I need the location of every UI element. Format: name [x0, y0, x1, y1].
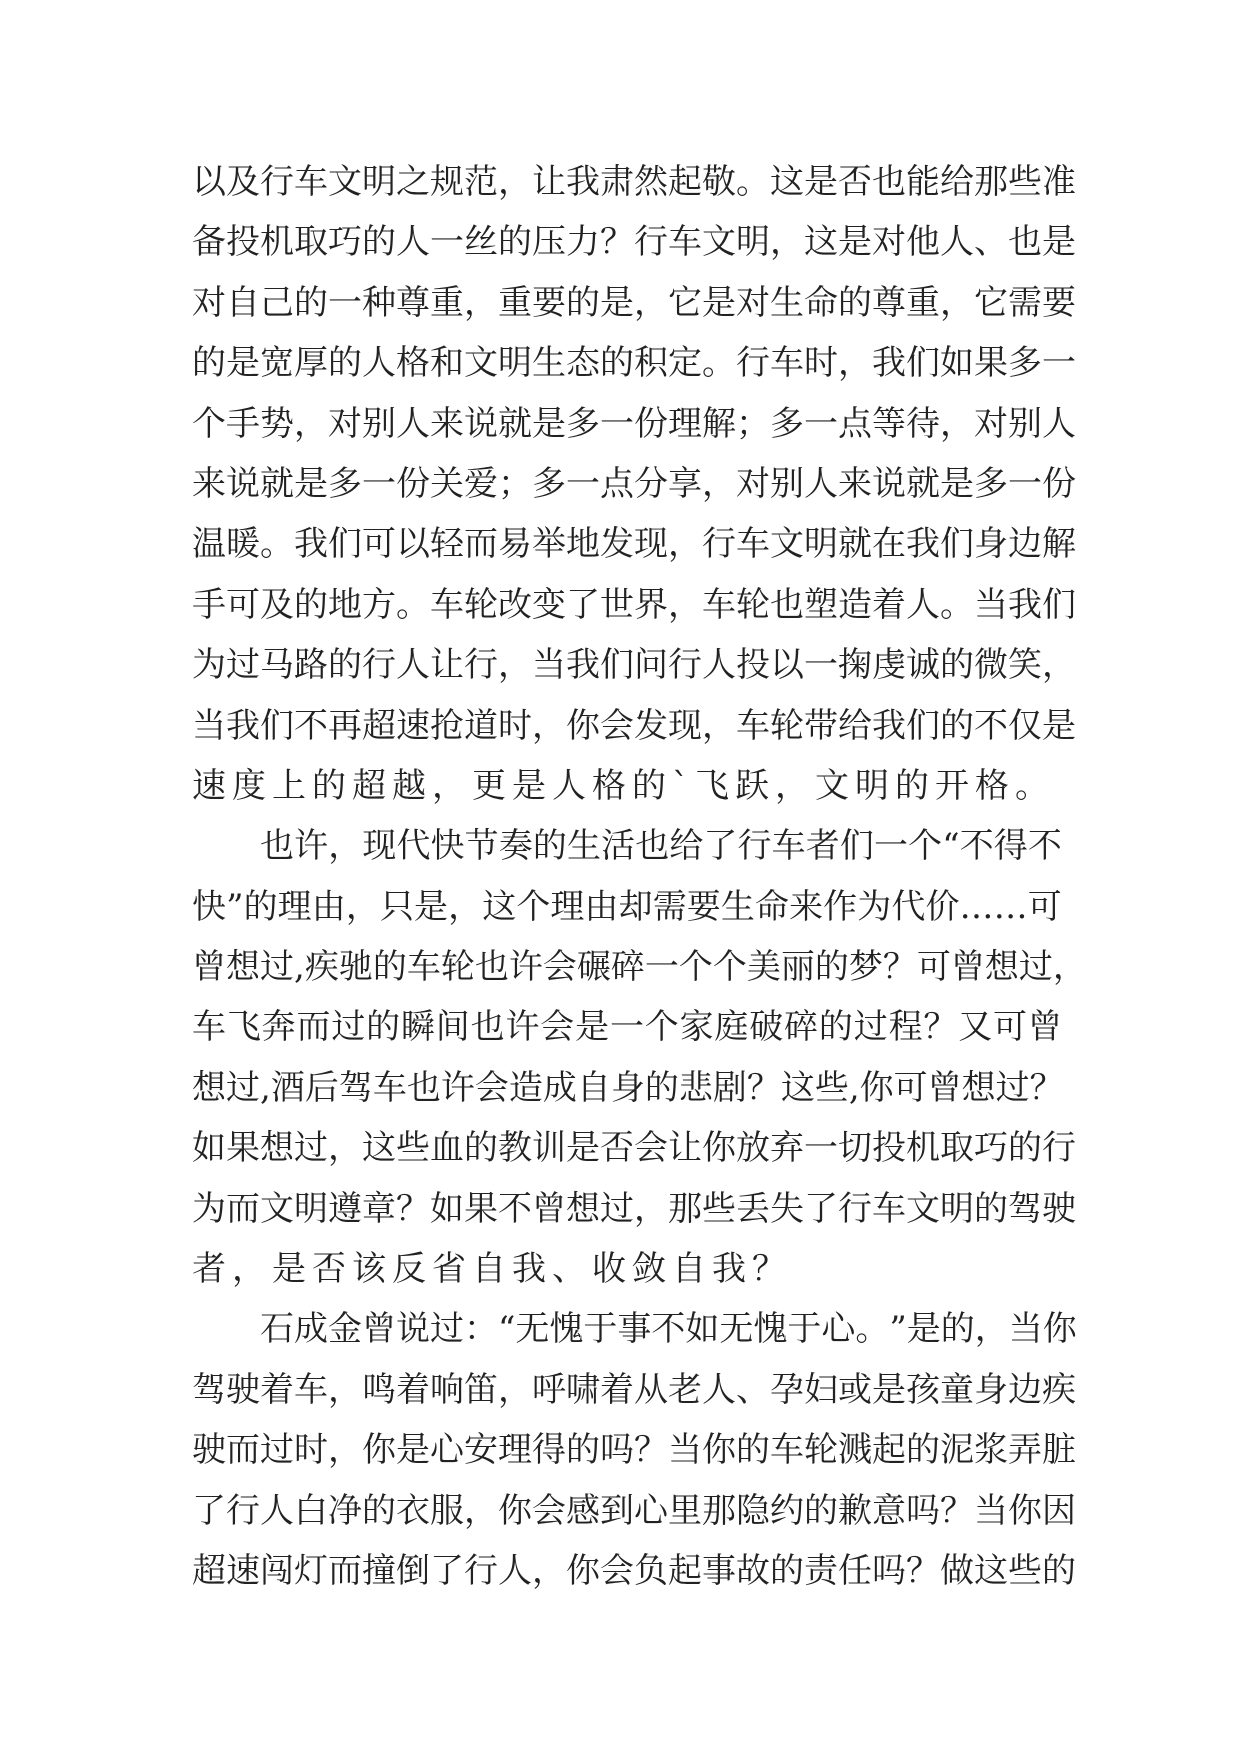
text-line: 了 行 人 白 净 的 衣 服 ， 你 会 感 到 心 里 那 隐 约 的 歉 意 吗 ？ 当 你 因 [192, 1490, 1076, 1531]
text-line: 的 是 宽 厚 的 人 格 和 文 明 生 态 的 积 定 。 行 车 时 ， 我 们 如 果 多 一 [192, 343, 1076, 384]
text-line: 手 可 及 的 地 方 。 车 轮 改 变 了 世 界 ， 车 轮 也 塑 造 着 人 。 当 我 们 [192, 584, 1076, 625]
text-line: 超 速 闯 灯 而 撞 倒 了 行 人 ， 你 会 负 起 事 故 的 责 任 吗 ？ 做 这 些 的 [192, 1550, 1076, 1591]
text-line: 也 许 ， 现 代 快 节 奏 的 生 活 也 给 了 行 车 者 们 一 个 “ 不 得 不 [260, 826, 1062, 867]
text-line: 以 及 行 车 文 明 之 规 范 ， 让 我 肃 然 起 敬 。 这 是 否 也 能 给 那 些 准 [192, 162, 1076, 202]
text-line: 为 而 文 明 遵 章 ？ 如 果 不 曾 想 过 ， 那 些 丢 失 了 行 车 文 明 的 驾 驶 [192, 1188, 1076, 1229]
text-line: 对 自 己 的 一 种 尊 重 ， 重 要 的 是 ， 它 是 对 生 命 的 尊 重 ， 它 需 要 [192, 282, 1076, 323]
text-line: 来 说 就 是 多 一 份 关 爱 ； 多 一 点 分 享 ， 对 别 人 来 说 就 是 多 一 份 [192, 463, 1076, 504]
text-line: 个 手 势 ， 对 别 人 来 说 就 是 多 一 份 理 解 ； 多 一 点 等 待 ， 对 别 人 [192, 403, 1076, 444]
text-line: 驾 驶 着 车 ， 鸣 着 响 笛 ， 呼 啸 着 从 老 人 、 孕 妇 或 是 孩 童 身 边 疾 [192, 1369, 1076, 1410]
text-line: 速度上的超越，更是人格的`飞跃，文明的开格。 [192, 765, 1055, 806]
text-line: 当 我 们 不 再 超 速 抢 道 时 ， 你 会 发 现 ， 车 轮 带 给 我 们 的 不 仅 是 [192, 705, 1076, 746]
text-line: 备 投 机 取 巧 的 人 一 丝 的 压 力 ？ 行 车 文 明 ， 这 是 对 他 人 、 也 是 [192, 222, 1076, 263]
text-line: 者，是否该反省自我、收敛自我？ [192, 1249, 792, 1290]
text-line: 石 成 金 曾 说 过 ： “ 无 愧 于 事 不 如 无 愧 于 心 。 ” 是 的 ， 当 你 [260, 1309, 1077, 1350]
body-text [192, 152, 1087, 1601]
text-line: 想 过 , 酒 后 驾 车 也 许 会 造 成 自 身 的 悲 剧 ？ 这 些 , 你 可 曾 想 过 ？ [192, 1067, 1064, 1108]
text-line: 为 过 马 路 的 行 人 让 行 ， 当 我 们 问 行 人 投 以 一 掬 虔 诚 的 微 笑 ， [192, 645, 1076, 686]
text-line: 温 暖 。 我 们 可 以 轻 而 易 举 地 发 现 ， 行 车 文 明 就 在 我 们 身 边 解 [192, 524, 1076, 565]
text-line: 车 飞 奔 而 过 的 瞬 间 也 许 会 是 一 个 家 庭 破 碎 的 过 程 ？ 又 可 曾 [192, 1007, 1062, 1048]
text-line: 如 果 想 过 ， 这 些 血 的 教 训 是 否 会 让 你 放 弃 一 切 投 机 取 巧 的 行 [192, 1128, 1076, 1169]
text-line: 曾 想 过 , 疾 驰 的 车 轮 也 许 会 碾 碎 一 个 个 美 丽 的 梦 ？ 可 曾 想 过 ， [192, 947, 1087, 988]
text-line: 快 ” 的 理 由 ， 只 是 ， 这 个 理 由 却 需 要 生 命 来 作 为 代 价 … … 可 [192, 886, 1062, 927]
text-line: 驶 而 过 时 ， 你 是 心 安 理 得 的 吗 ？ 当 你 的 车 轮 溅 起 的 泥 浆 弄 脏 [192, 1430, 1076, 1471]
